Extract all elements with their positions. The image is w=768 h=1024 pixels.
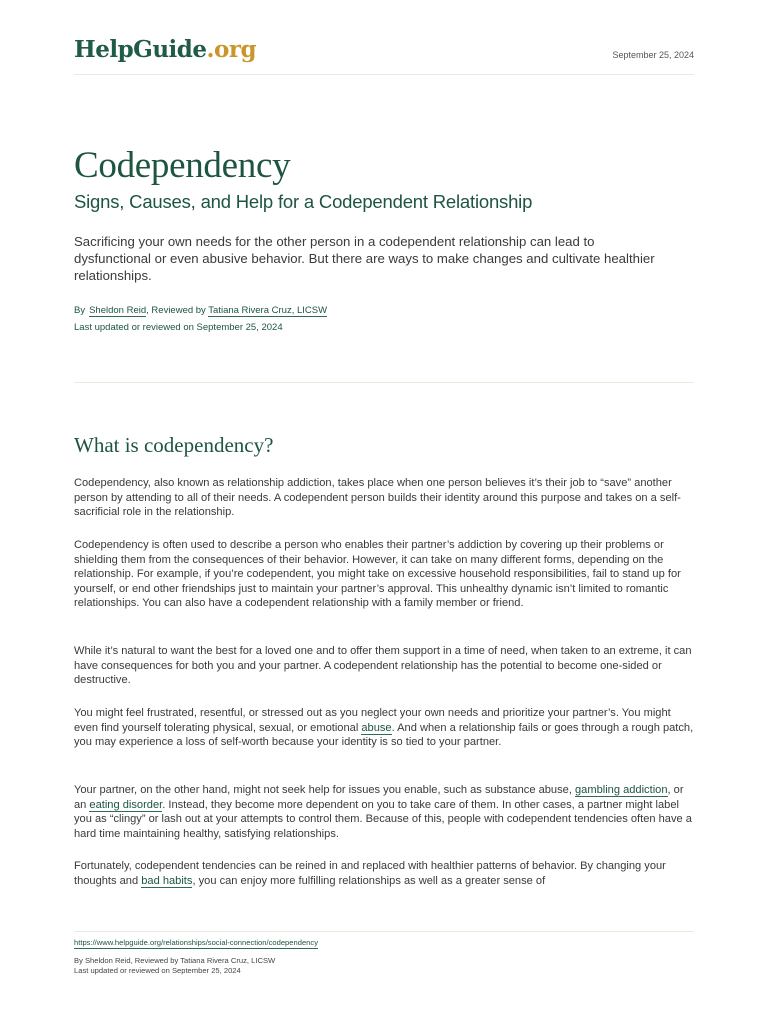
footer-url-link[interactable]: https://www.helpguide.org/relationships/social-connection/codependency bbox=[74, 938, 318, 947]
paragraph-6-text-after: , you can enjoy more fulfilling relationships as well as a greater sense of bbox=[192, 874, 546, 887]
paragraph-4-text-after: . And when a relationship fails or goes through a rough patch, you may experience a loss of self-worth because your identity is so tied to your partner. bbox=[74, 721, 694, 749]
article-intro: Sacrificing your own needs for the other person in a codependent relationship can lead to dysfunctional or even abusive behavior. But there are ways to make changes and cultivate healthier relationships. bbox=[74, 234, 655, 283]
page-subtitle: Signs, Causes, and Help for a Codependent Relationship bbox=[74, 191, 533, 212]
paragraph-5-text-before: Your partner, on the other hand, might not seek help for issues you enable, such as substance abuse, bbox=[74, 784, 575, 796]
paragraph-5-text-after: . Instead, they become more dependent on you to take care of them. In other cases, a partner might label you as “clingy” or lash out at your attempts to control them. Because of this, people with codependent tendencies often have a hard time maintaining healthy, satisfying relationships. bbox=[74, 798, 692, 840]
section-divider bbox=[74, 382, 694, 383]
gambling-addiction-link[interactable]: gambling addiction bbox=[574, 784, 668, 796]
site-header bbox=[74, 36, 694, 75]
author-link[interactable]: Sheldon Reid bbox=[89, 305, 147, 316]
abuse-link[interactable]: abuse bbox=[361, 721, 392, 734]
paragraph-6 bbox=[74, 859, 694, 888]
paragraph-4 bbox=[74, 706, 694, 750]
paragraph-4-text-before: You might feel frustrated, resentful, or stressed out as you neglect your own needs and prioritize your partner’s. You might even find yourself tolerating physical, sexual, or emotional bbox=[74, 707, 671, 734]
paragraph-2: Codependency is often used to describe a person who enables their partner’s addiction by covering up their problems or shielding them from the consequences of their behavior. However, it can take on many different forms, depending on the relationship. For example, if you’re codependent, you might take on excessive household responsibilities, fail to stand up for yourself, or end other friendships just to maintain your partner’s approval. This unhealthy dynamic isn’t limited to romantic relationships. You can also have a codependent relationship with a family member or friend. bbox=[74, 539, 681, 610]
page-footer bbox=[74, 931, 694, 975]
section-heading: What is codependency? bbox=[74, 433, 274, 457]
helpguide-logo[interactable] bbox=[74, 36, 256, 64]
paragraph-6-text-before: Fortunately, codependent tendencies can be reined in and replaced with healthier patterns of behavior. By changing your thoughts and bbox=[74, 860, 666, 887]
bad-habits-link[interactable]: bad habits bbox=[141, 874, 193, 887]
page bbox=[74, 0, 694, 1024]
paragraph-1: Codependency, also known as relationship addiction, takes place when one person believes it’s their job to “save” another person by attending to all of their needs. A codependent person builds their identity around this purpose and takes on a self-sacrificial role in the relationship. bbox=[74, 477, 681, 519]
reviewer-link[interactable]: Tatiana Rivera Cruz, LICSW bbox=[208, 305, 328, 316]
page-title: Codependency bbox=[74, 145, 291, 186]
article-byline bbox=[74, 305, 327, 317]
paragraph-5-text-mid: , or an bbox=[74, 784, 684, 811]
footer-byline: By Sheldon Reid, Reviewed by Tatiana Rivera Cruz, LICSW bbox=[74, 956, 276, 965]
logo-main-text: HelpGuide bbox=[74, 36, 207, 63]
last-updated: Last updated or reviewed on September 25, 2024 bbox=[74, 322, 283, 333]
paragraph-5 bbox=[74, 783, 694, 841]
byline-by-label: By bbox=[74, 305, 86, 316]
header-date: September 25, 2024 bbox=[612, 50, 694, 60]
footer-last-updated: Last updated or reviewed on September 25, 2024 bbox=[74, 966, 241, 975]
byline-reviewed-by-label: , Reviewed by bbox=[146, 305, 209, 316]
eating-disorder-link[interactable]: eating disorder bbox=[89, 798, 163, 811]
logo-tld-text: .org bbox=[206, 36, 257, 63]
paragraph-3: While it’s natural to want the best for a loved one and to offer them support in a time of need, when taken to an extreme, it can have consequences for both you and your partner. A codependent relationship has the potential to become one-sided or destructive. bbox=[74, 645, 692, 687]
